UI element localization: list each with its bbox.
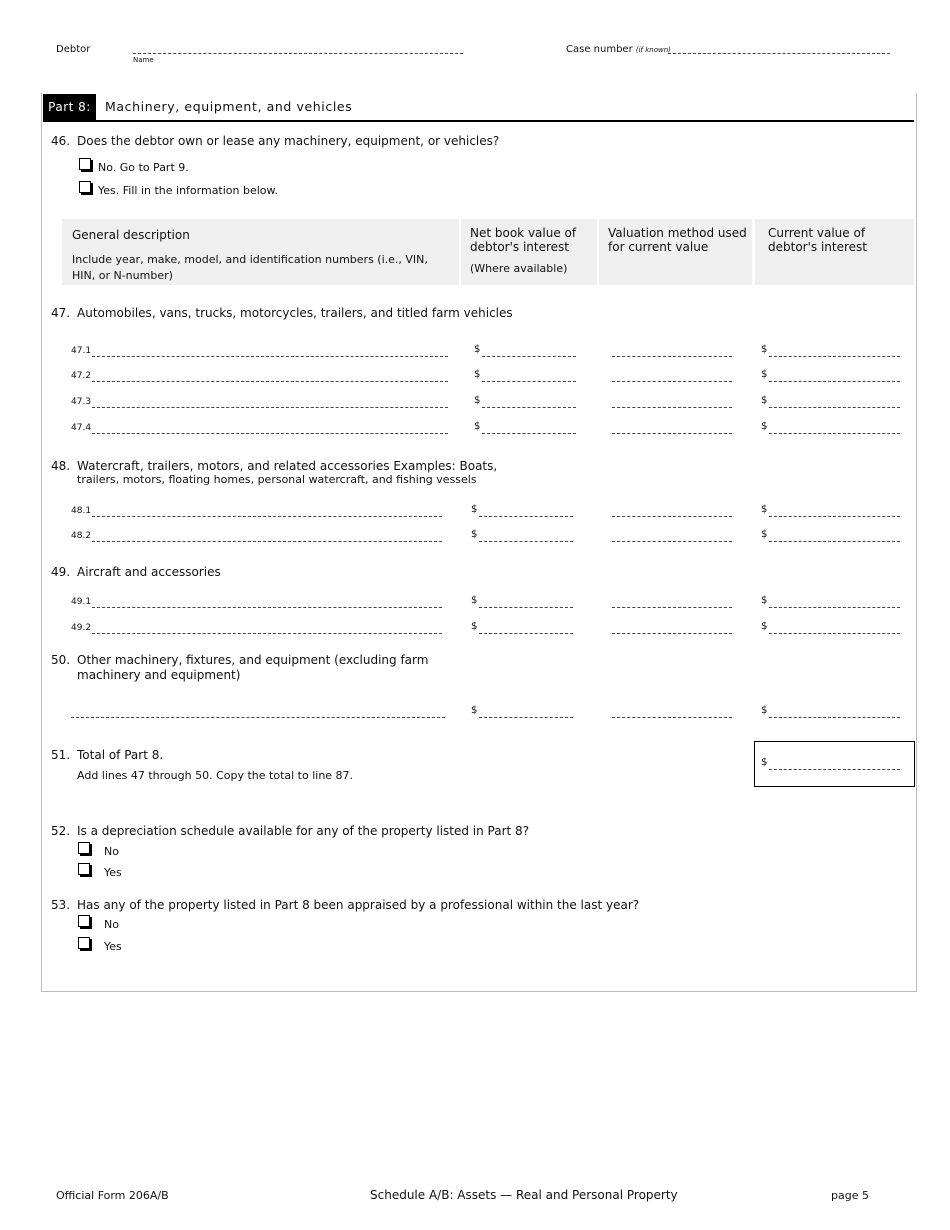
- q52-text: Is a depreciation schedule available for any of the property listed in Part 8?: [77, 824, 530, 838]
- q46-text: Does the debtor own or lease any machinery, equipment, or vehicles?: [77, 134, 500, 148]
- current-value-field[interactable]: [769, 381, 900, 382]
- q46-no-checkbox[interactable]: [79, 158, 91, 170]
- q52-no-label: No: [104, 845, 119, 858]
- current-value-field[interactable]: [769, 433, 900, 434]
- debtor-label: Debtor: [56, 44, 91, 55]
- part-title: Machinery, equipment, and vehicles: [105, 99, 353, 114]
- description-field[interactable]: [92, 516, 442, 517]
- valuation-field[interactable]: [612, 717, 732, 718]
- q50-text-line1: Other machinery, fixtures, and equipment (excluding farm: [77, 653, 429, 667]
- dollar-sign: $: [471, 504, 478, 515]
- row-label: 47.1: [71, 346, 92, 356]
- dollar-sign: $: [761, 421, 768, 432]
- col-netbook-sub: (Where available): [470, 262, 568, 275]
- q50-number: 50.: [51, 653, 71, 667]
- col-current-value: [755, 219, 914, 285]
- row-label: 49.1: [71, 597, 92, 607]
- col-valuation-title: Valuation method used for current value: [608, 226, 747, 254]
- current-value-field[interactable]: [769, 516, 900, 517]
- valuation-field[interactable]: [612, 633, 732, 634]
- q52-no-checkbox[interactable]: [78, 842, 90, 854]
- dollar-sign: $: [761, 757, 768, 768]
- q53-yes-checkbox[interactable]: [78, 937, 90, 949]
- col-netbook-title: Net book value of debtor's interest: [470, 226, 577, 254]
- col-net-book-value: [461, 219, 597, 285]
- dollar-sign: $: [474, 369, 481, 380]
- dollar-sign: $: [761, 344, 768, 355]
- q51-number: 51.: [51, 748, 71, 762]
- description-field[interactable]: [71, 717, 445, 718]
- q46-yes-label: Yes. Fill in the information below.: [98, 184, 279, 197]
- current-value-field[interactable]: [769, 633, 900, 634]
- valuation-field[interactable]: [612, 433, 732, 434]
- q49-number: 49.: [51, 565, 71, 579]
- debtor-name-field[interactable]: [133, 53, 463, 54]
- dollar-sign: $: [474, 395, 481, 406]
- q51-sub: Add lines 47 through 50. Copy the total to line 87.: [77, 769, 354, 782]
- dollar-sign: $: [474, 344, 481, 355]
- current-value-field[interactable]: [769, 607, 900, 608]
- col-current-title: Current value of debtor's interest: [768, 226, 867, 254]
- name-caption: Name: [133, 56, 154, 64]
- q52-yes-label: Yes: [104, 866, 122, 879]
- q53-no-checkbox[interactable]: [78, 915, 90, 927]
- dollar-sign: $: [761, 595, 768, 606]
- current-value-field[interactable]: [769, 541, 900, 542]
- q52-number: 52.: [51, 824, 71, 838]
- valuation-field[interactable]: [612, 607, 732, 608]
- q51-text: Total of Part 8.: [77, 748, 164, 762]
- col-valuation-method: [599, 219, 752, 285]
- net-book-field[interactable]: [479, 633, 573, 634]
- col-general-sub: Include year, make, model, and identification numbers (i.e., VIN, HIN, or N-number): [72, 253, 428, 282]
- dollar-sign: $: [761, 705, 768, 716]
- net-book-field[interactable]: [479, 607, 573, 608]
- col-general-description: [62, 219, 459, 285]
- part-header: [43, 94, 914, 122]
- row-label: 48.1: [71, 506, 92, 516]
- dollar-sign: $: [474, 421, 481, 432]
- q48-number: 48.: [51, 459, 71, 473]
- dollar-sign: $: [471, 529, 478, 540]
- valuation-field[interactable]: [612, 407, 732, 408]
- dollar-sign: $: [471, 621, 478, 632]
- dollar-sign: $: [471, 705, 478, 716]
- q53-number: 53.: [51, 898, 71, 912]
- dollar-sign: $: [761, 369, 768, 380]
- row-label: 48.2: [71, 531, 92, 541]
- dollar-sign: $: [761, 395, 768, 406]
- if-known-text: (if known): [635, 46, 671, 54]
- row-label: 47.4: [71, 423, 92, 433]
- footer-title: Schedule A/B: Assets — Real and Personal Property: [370, 1188, 678, 1202]
- current-value-field[interactable]: [769, 407, 900, 408]
- case-number-field[interactable]: [668, 53, 890, 54]
- q48-text-line2: trailers, motors, floating homes, personal watercraft, and fishing vessels: [77, 473, 477, 486]
- valuation-field[interactable]: [612, 381, 732, 382]
- q47-number: 47.: [51, 306, 71, 320]
- col-general-title: General description: [72, 228, 190, 242]
- q49-text: Aircraft and accessories: [77, 565, 221, 579]
- net-book-field[interactable]: [479, 516, 573, 517]
- q46-no-label: No. Go to Part 9.: [98, 161, 189, 174]
- valuation-field[interactable]: [612, 356, 732, 357]
- description-field[interactable]: [92, 407, 448, 408]
- q47-text: Automobiles, vans, trucks, motorcycles, trailers, and titled farm vehicles: [77, 306, 513, 320]
- total-box: [754, 741, 915, 787]
- dollar-sign: $: [761, 529, 768, 540]
- footer-page: page 5: [831, 1189, 869, 1202]
- part-label: Part 8:: [43, 94, 96, 120]
- row-label: 47.2: [71, 371, 92, 381]
- q52-yes-checkbox[interactable]: [78, 863, 90, 875]
- total-value-field[interactable]: [769, 769, 900, 770]
- q53-text: Has any of the property listed in Part 8 been appraised by a professional within the last year?: [77, 898, 640, 912]
- net-book-field[interactable]: [479, 541, 573, 542]
- case-number-text: Case number: [566, 44, 633, 55]
- q48-text-line1: Watercraft, trailers, motors, and related accessories Examples: Boats,: [77, 459, 498, 473]
- row-label: 47.3: [71, 397, 92, 407]
- current-value-field[interactable]: [769, 356, 900, 357]
- dollar-sign: $: [761, 504, 768, 515]
- q53-yes-label: Yes: [104, 940, 122, 953]
- description-field[interactable]: [92, 541, 442, 542]
- description-field[interactable]: [92, 381, 448, 382]
- q46-yes-checkbox[interactable]: [79, 181, 91, 193]
- current-value-field[interactable]: [769, 717, 900, 718]
- case-number-label: [566, 44, 671, 55]
- valuation-field[interactable]: [612, 516, 732, 517]
- description-field[interactable]: [92, 356, 448, 357]
- description-field[interactable]: [92, 633, 442, 634]
- footer-form: Official Form 206A/B: [56, 1189, 169, 1202]
- row-label: 49.2: [71, 623, 92, 633]
- net-book-field[interactable]: [482, 356, 576, 357]
- net-book-field[interactable]: [482, 433, 576, 434]
- dollar-sign: $: [471, 595, 478, 606]
- q50-text-line2: machinery and equipment): [77, 668, 241, 682]
- q46-number: 46.: [51, 134, 71, 148]
- q53-no-label: No: [104, 918, 119, 931]
- net-book-field[interactable]: [482, 407, 576, 408]
- net-book-field[interactable]: [482, 381, 576, 382]
- dollar-sign: $: [761, 621, 768, 632]
- description-field[interactable]: [92, 433, 448, 434]
- description-field[interactable]: [92, 607, 442, 608]
- net-book-field[interactable]: [479, 717, 573, 718]
- valuation-field[interactable]: [612, 541, 732, 542]
